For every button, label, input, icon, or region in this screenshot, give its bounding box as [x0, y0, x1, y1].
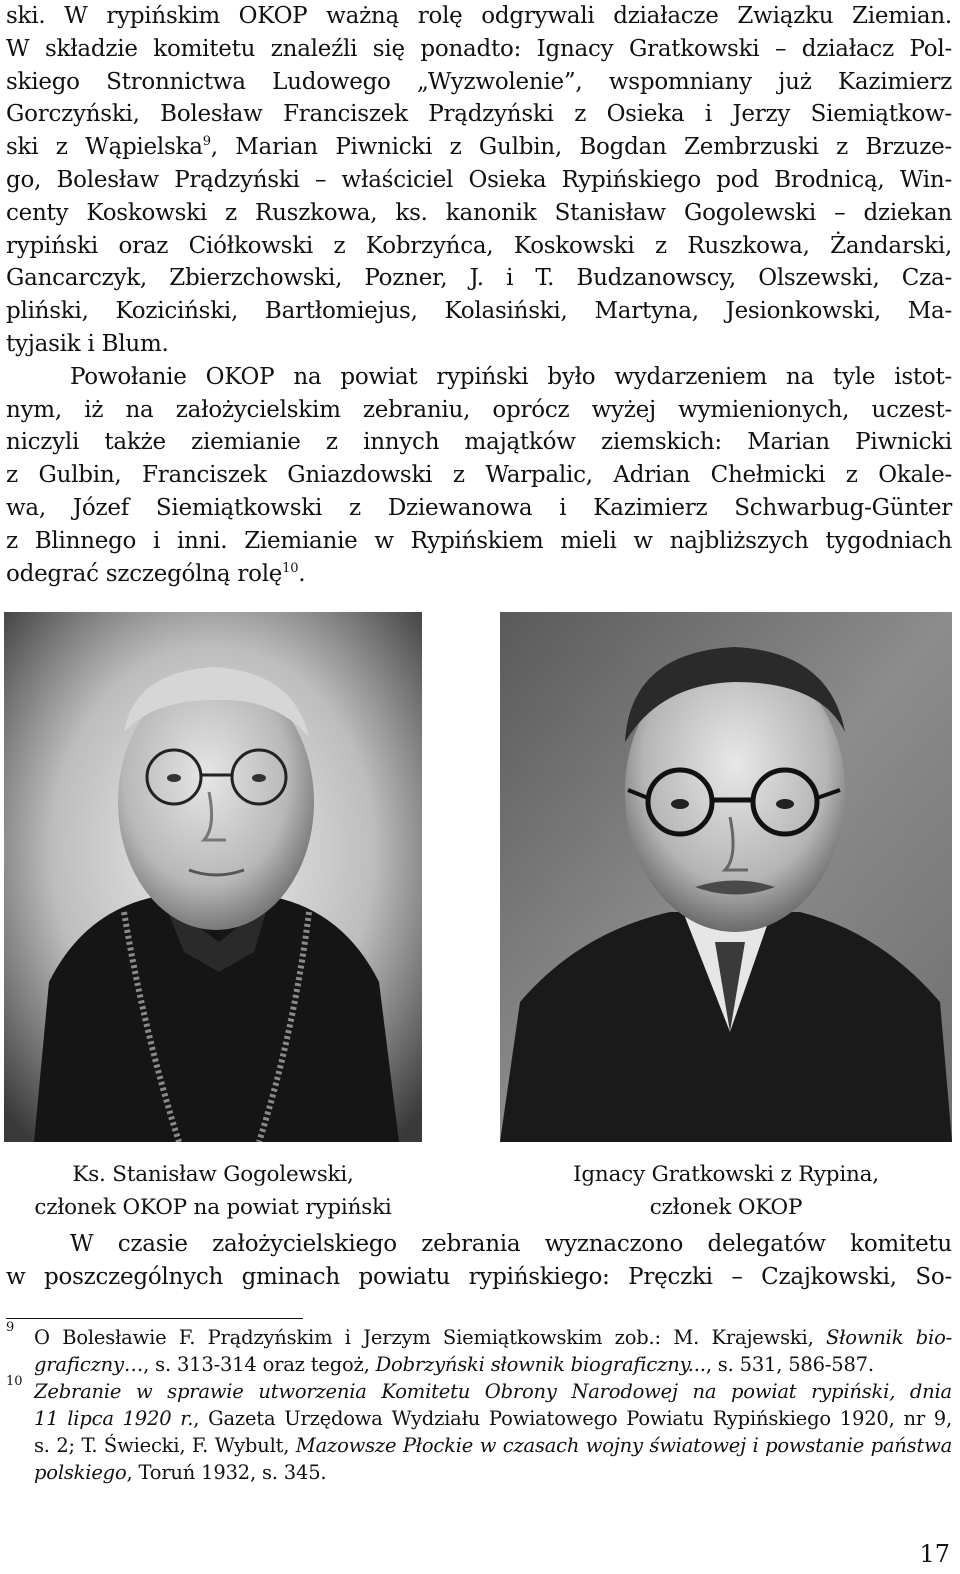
text-line: nym, iż na założycielskim zebraniu, oprócz wyżej wymienionych, uczest-	[6, 396, 952, 423]
footnote-ref-10: 10	[282, 560, 299, 576]
text-segment: , Marian Piwnicki z Gulbin, Bogdan Zembrzuski z Brzuze-	[210, 134, 952, 161]
caption-line: członek OKOP na powiat rypiński	[34, 1195, 392, 1220]
italic-title: 11 lipca 1920 r.	[34, 1407, 194, 1430]
text-line: ski. W rypińskim OKOP ważną rolę odgrywali działacze Związku Ziemian.	[6, 3, 952, 29]
text-line: Gancarczyk, Zbierzchowski, Pozner, J. i T. Budzanowscy, Olszewski, Cza-	[6, 265, 952, 292]
italic-title: Słownik bio-	[826, 1326, 952, 1349]
text-segment: O Bolesławie F. Prądzyńskim i Jerzym Siemiątkowskim zob.: M. Krajewski,	[34, 1326, 826, 1349]
closing-paragraph	[6, 1228, 952, 1294]
footnote-line	[34, 1432, 952, 1459]
text-line	[6, 558, 952, 591]
caption-line: Ignacy Gratkowski z Rypina,	[573, 1162, 879, 1187]
text-line	[6, 131, 952, 164]
footnote-10	[6, 1374, 952, 1486]
italic-title: polskiego	[34, 1461, 127, 1484]
italic-title: Mazowsze Płockie w czasach wojny światowej i powstanie państwa	[295, 1434, 952, 1457]
portrait-gogolewski-image	[4, 612, 422, 1142]
text-line: Gorczyński, Bolesław Franciszek Prądzyński z Osieka i Jerzy Siemiątkow-	[6, 101, 952, 128]
italic-title: Dobrzyński słownik biograficzny...	[375, 1353, 706, 1376]
text-segment: , Toruń 1932, s. 345.	[126, 1461, 327, 1484]
footnote-line	[34, 1351, 952, 1378]
photo-caption-right	[500, 1158, 952, 1224]
text-segment: , s. 531, 586-587.	[705, 1353, 874, 1376]
text-line: W składzie komitetu znaleźli się ponadto: Ignacy Gratkowski – działacz Pol-	[6, 35, 952, 62]
page-number: 17	[919, 1540, 950, 1568]
caption-line: członek OKOP	[649, 1195, 803, 1220]
photo-section	[0, 612, 960, 1220]
photo-caption-left	[4, 1158, 422, 1224]
footnote-line	[34, 1405, 952, 1432]
footnote-line	[34, 1324, 952, 1351]
text-line: Powołanie OKOP na powiat rypiński było wydarzeniem na tyle istot-	[70, 363, 952, 390]
footnote-separator	[6, 1318, 303, 1319]
text-line: pliński, Koziciński, Bartłomiejus, Kolasiński, Martyna, Jesionkowski, Ma-	[6, 298, 952, 325]
portrait-gogolewski	[4, 612, 422, 1142]
text-line: w poszczególnych gminach powiatu rypińskiego: Pręczki – Czajkowski, So-	[6, 1263, 952, 1290]
text-line: z Gulbin, Franciszek Gniazdowski z Warpalic, Adrian Chełmicki z Okale-	[6, 462, 952, 489]
text-segment: odegrać szczególną rolę	[6, 560, 283, 587]
text-line: z Blinnego i inni. Ziemianie w Rypińskiem mieli w najbliższych tygodniach	[6, 527, 952, 554]
text-line: skiego Stronnictwa Ludowego „Wyzwolenie”, wspomniany już Kazimierz	[6, 68, 952, 95]
italic-title: graficzny…	[34, 1353, 144, 1376]
portrait-gratkowski	[500, 612, 952, 1142]
footnote-line	[34, 1378, 952, 1405]
text-line: rypiński oraz Ciółkowski z Kobrzyńca, Koskowski z Ruszkowa, Żandarski,	[6, 232, 952, 259]
footnote-9	[6, 1320, 952, 1378]
text-segment: .	[298, 560, 306, 587]
text-segment: s. 2; T. Świecki, F. Wybult,	[34, 1434, 296, 1457]
text-segment: , Gazeta Urzędowa Wydziału Powiatowego Powiatu Rypińskiego 1920, nr 9,	[193, 1407, 952, 1430]
footnote-line	[34, 1459, 952, 1486]
footnotes	[6, 1320, 952, 1486]
main-text	[6, 0, 952, 590]
text-line: W czasie założycielskiego zebrania wyznaczono delegatów komitetu	[70, 1231, 952, 1257]
text-line: niczyli także ziemianie z innych majątków ziemskich: Marian Piwnicki	[6, 429, 952, 456]
footnote-number: 9	[6, 1320, 15, 1335]
caption-line: Ks. Stanisław Gogolewski,	[72, 1162, 354, 1187]
text-line: centy Koskowski z Ruszkowa, ks. kanonik Stanisław Gogolewski – dziekan	[6, 199, 952, 226]
italic-title: Zebranie w sprawie utworzenia Komitetu Obrony Narodowej na powiat rypiński, dnia	[34, 1380, 952, 1403]
text-line: go, Bolesław Prądzyński – właściciel Osieka Rypińskiego pod Brodnicą, Win-	[6, 166, 952, 193]
text-segment: ski z Wąpielska	[6, 134, 203, 161]
text-line: tyjasik i Blum.	[6, 330, 169, 357]
footnote-ref-9: 9	[202, 134, 211, 150]
portrait-gratkowski-image	[500, 612, 952, 1142]
text-segment: , s. 313-314 oraz tegoż,	[143, 1353, 376, 1376]
text-line: wa, Józef Siemiątkowski z Dziewanowa i Kazimierz Schwarbug-Günter	[6, 494, 952, 521]
footnote-number: 10	[6, 1374, 23, 1389]
